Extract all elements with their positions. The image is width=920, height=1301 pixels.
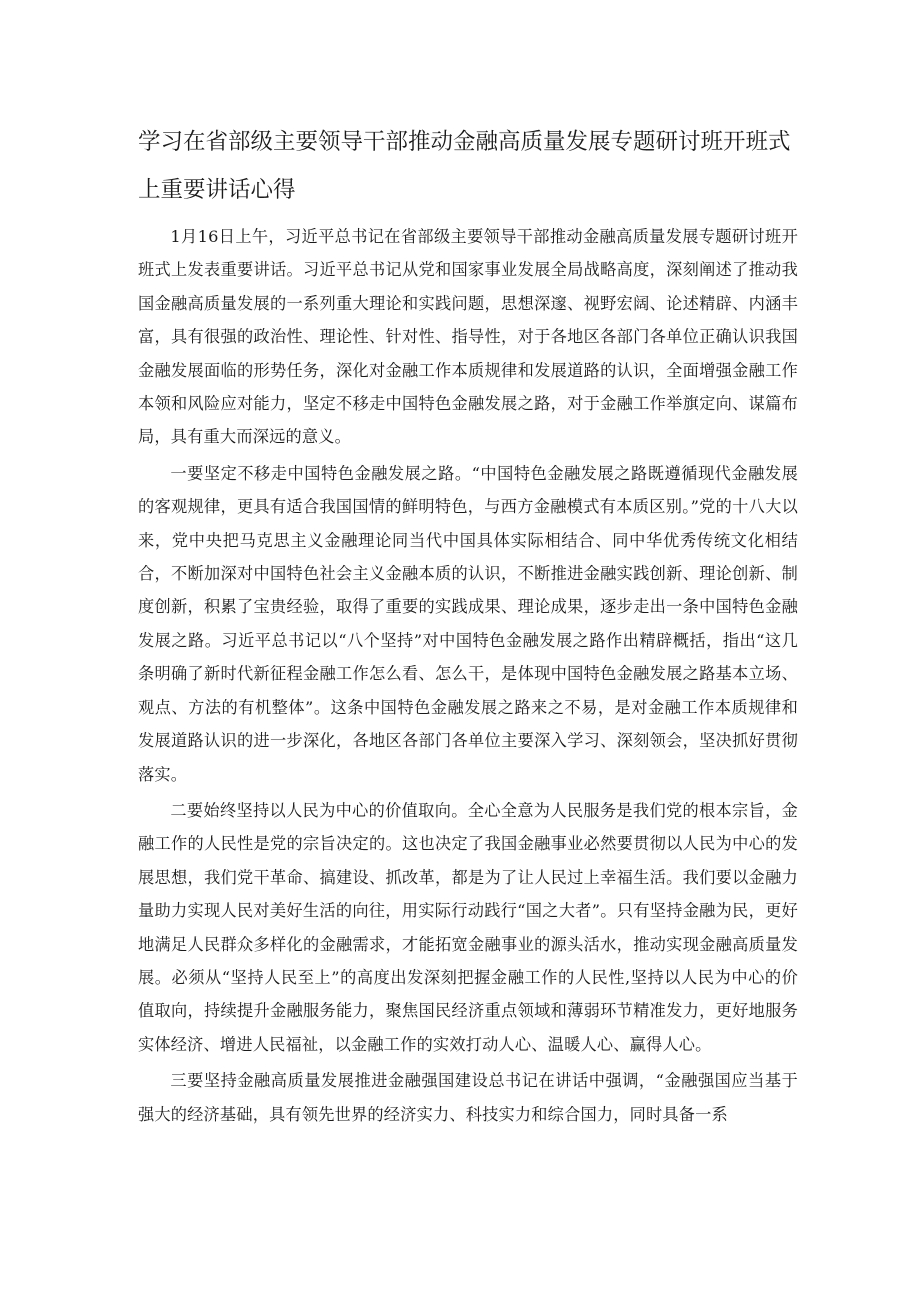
title-line-1: 学习在省部级主要领导干部推动金融高质量发展专题研讨班开班式 xyxy=(138,129,791,155)
document-page xyxy=(138,118,798,1131)
paragraph-point-two: 二要始终坚持以人民为中心的价值取向。全心全意为人民服务是我们党的根本宗旨，金融工作的人民性是党的宗旨决定的。这也决定了我国金融事业必然要贯彻以人民为中心的发展思想，我们党干革命、搞建设、抓改革，都是为了让人民过上幸福生活。我们要以金融力量助力实现人民对美好生活的向往，用实际行动践行“国之大者”。只有坚持金融为民，更好地满足人民群众多样化的金融需求，才能拓宽金融事业的源头活水，推动实现金融高质量发展。必须从“坚持人民至上”的高度出发深刻把握金融工作的人民性,坚持以人民为中心的价值取向，持续提升金融服务能力，聚焦国民经济重点领域和薄弱环节精准发力，更好地服务实体经济、增进人民福祉，以金融工作的实效打动人心、温暖人心、赢得人心。 xyxy=(138,800,798,1054)
paragraph-point-one: 一要坚定不移走中国特色金融发展之路。“中国特色金融发展之路既遵循现代金融发展的客观规律，更具有适合我国国情的鲜明特色，与西方金融模式有本质区别。”党的十八大以来，党中央把马克思主义金融理论同当代中国具体实际相结合、同中华优秀传统文化相结合，不断加深对中国特色社会主义金融本质的认识，不断推进金融实践创新、理论创新、制度创新，积累了宝贵经验，取得了重要的实践成果、理论成果，逐步走出一条中国特色金融发展之路。习近平总书记以“八个坚持”对中国特色金融发展之路作出精辟概括，指出“这几条明确了新时代新征程金融工作怎么看、怎么干，是体现中国特色金融发展之路基本立场、观点、方法的有机整体”。这条中国特色金融发展之路来之不易，是对金融工作本质规律和发展道路认识的进一步深化，各地区各部门各单位主要深入学习、深刻领会，坚决抓好贯彻落实。 xyxy=(138,463,798,784)
paragraph-point-three: 三要坚持金融高质量发展推进金融强国建设总书记在讲话中强调，“金融强国应当基于强大的经济基础，具有领先世界的经济实力、科技实力和综合国力，同时具备一系 xyxy=(138,1071,798,1124)
document-title xyxy=(138,118,798,214)
paragraph-intro: 1月16日上午，习近平总书记在省部级主要领导干部推动金融高质量发展专题研讨班开班式上发表重要讲话。习近平总书记从党和国家事业发展全局战略高度，深刻阐述了推动我国金融高质量发展的一系列重大理论和实践问题，思想深邃、视野宏阔、论述精辟、内涵丰富，具有很强的政治性、理论性、针对性、指导性，对于各地区各部门各单位正确认识我国金融发展面临的形势任务，深化对金融工作本质规律和发展道路的认识，全面增强金融工作本领和风险应对能力，坚定不移走中国特色金融发展之路，对于金融工作举旗定向、谋篇布局，具有重大而深远的意义。 xyxy=(138,227,798,447)
title-line-2: 上重要讲话心得 xyxy=(138,177,296,203)
